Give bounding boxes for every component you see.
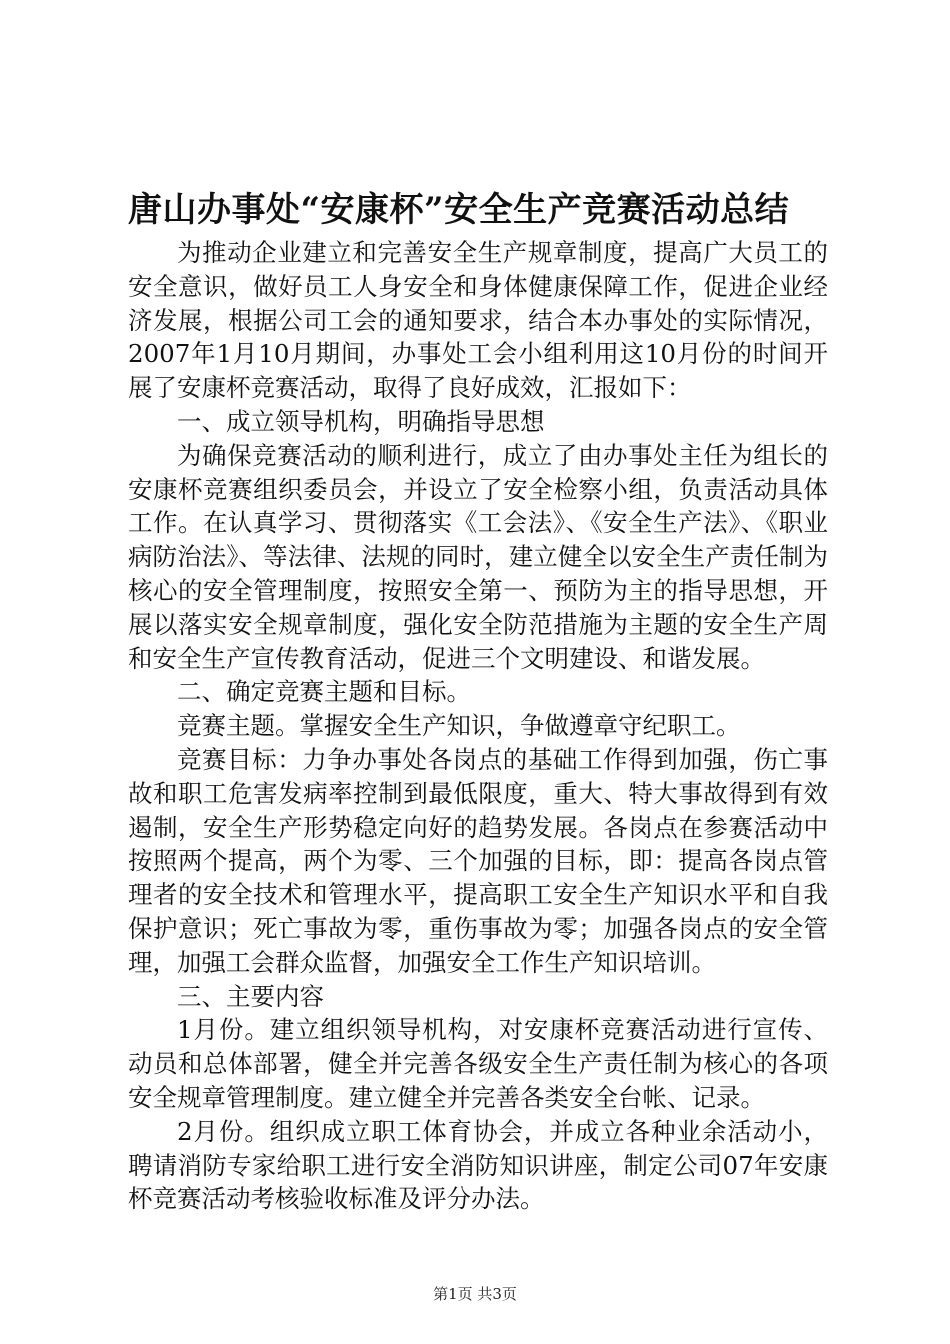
paragraph-february: 2月份。组织成立职工体育协会，并成立各种业余活动小，聘请消防专家给职工进行安全消防知识讲座，制定公司07年安康杯竞赛活动考核验收标准及评分办法。 <box>128 1116 828 1214</box>
paragraph-section-1: 为确保竞赛活动的顺利进行，成立了由办事处主任为组长的安康杯竞赛组织委员会，并设立了安全检察小组，负责活动具体工作。在认真学习、贯彻落实《工会法》、《安全生产法》、《职业病防治法》、等法律、法规的同时，建立健全以安全生产责任制为核心的安全管理制度，按照安全第一、预防为主的指导思想，开展以落实安全规章制度，强化安全防范措施为主题的安全生产周和安全生产宣传教育活动，促进三个文明建设、和谐发展。 <box>128 440 828 673</box>
section-heading-1: 一、成立领导机构，明确指导思想 <box>177 406 545 436</box>
document-body <box>128 236 828 1216</box>
paragraph-january: 1月份。建立组织领导机构，对安康杯竞赛活动进行宣传、动员和总体部署，健全并完善各级安全生产责任制为核心的各项安全规章管理制度。建立健全并完善各类安全台帐、记录。 <box>128 1015 828 1112</box>
section-heading-2: 二、确定竞赛主题和目标。 <box>177 677 471 707</box>
paragraph-goals: 竞赛目标：力争办事处各岗点的基础工作得到加强，伤亡事故和职工危害发病率控制到最低限度，重大、特大事故得到有效遏制，安全生产形势稳定向好的趋势发展。各岗点在参赛活动中按照两个提高，两个为零、三个加强的目标，即：提高各岗点管理者的安全技术和管理水平，提高职工安全生产知识水平和自我保护意识；死亡事故为零，重伤事故为零；加强各岗点的安全管理，加强工会群众监督，加强安全工作生产知识培训。 <box>128 744 828 977</box>
section-heading-3: 三、主要内容 <box>177 981 324 1011</box>
document-title: 唐山办事处“安康杯”安全生产竞赛活动总结 <box>128 190 790 230</box>
page-footer: 第1页 共3页 <box>433 1285 517 1303</box>
paragraph-theme: 竞赛主题。掌握安全生产知识，争做遵章守纪职工。 <box>177 711 741 741</box>
paragraph-intro: 为推动企业建立和完善安全生产规章制度，提高广大员工的安全意识，做好员工人身安全和身体健康保障工作，促进企业经济发展，根据公司工会的通知要求，结合本办事处的实际情况，2007年1月10月期间，办事处工会小组利用这10月份的时间开展了安康杯竞赛活动，取得了良好成效，汇报如下： <box>128 238 828 403</box>
